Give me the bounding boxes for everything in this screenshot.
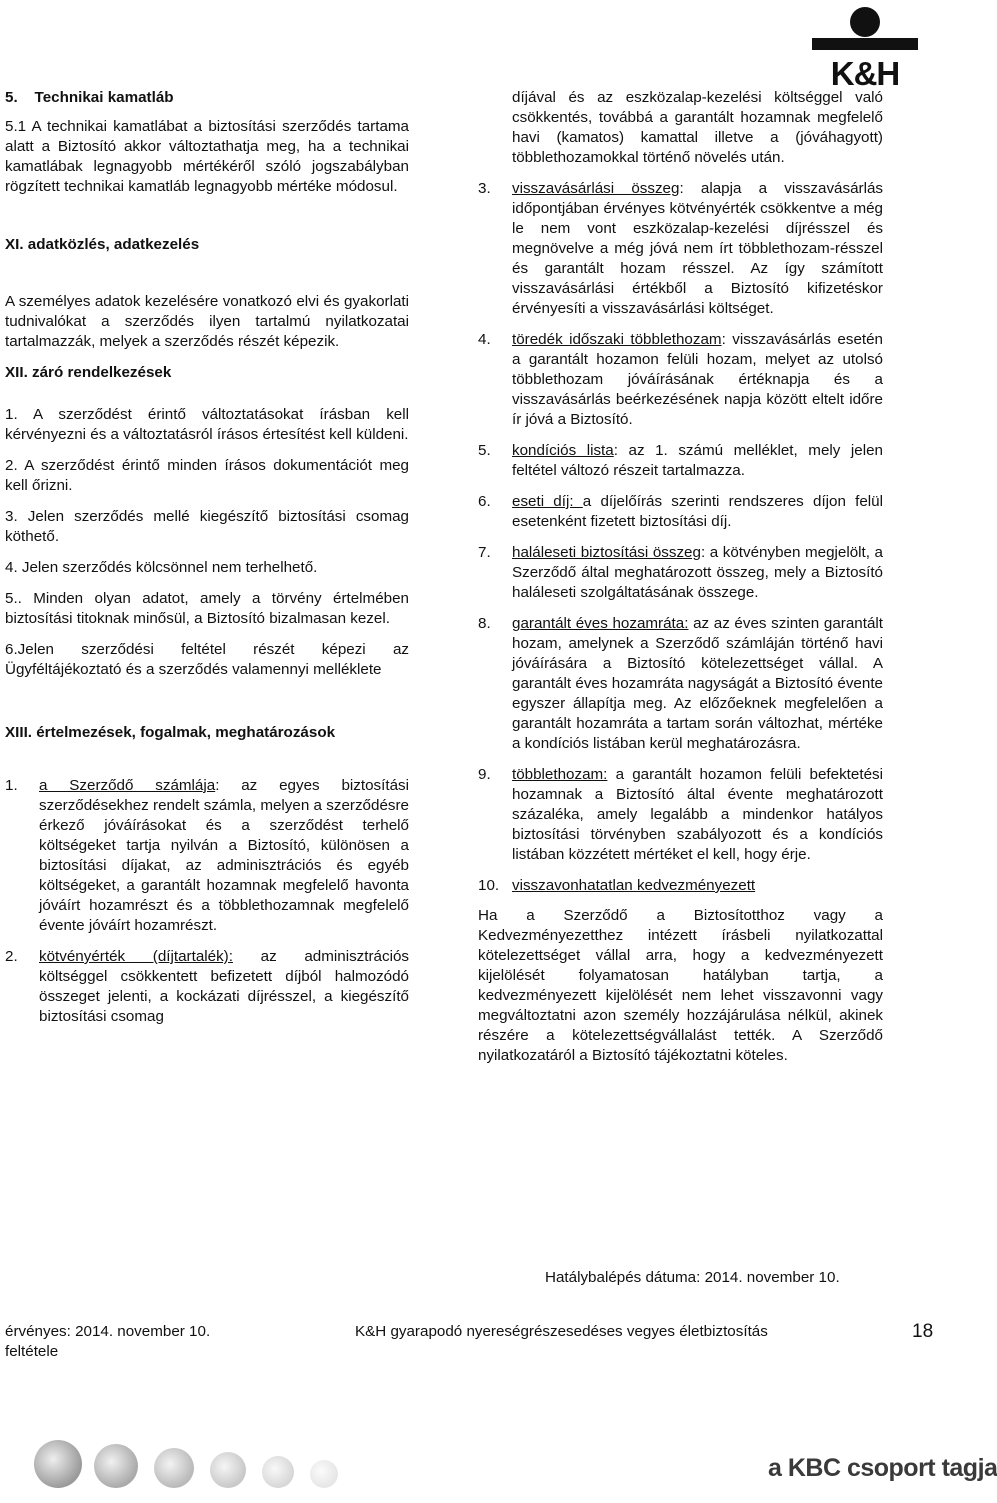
definition-8-number: 8. [478,615,491,632]
definition-1-term: a Szerződő számlája [39,777,216,794]
definition-5-term: kondíciós lista [512,442,614,459]
definition-4 [478,330,883,430]
definition-7-text: : a kötvényben megjelölt, a Szerződő által meghatározott összeg, mely a Biztosító haláleseti szolgáltatásának összege. [512,544,883,601]
definition-6-text: a díjelőírás szerinti rendszeres díjon felül esetenként fizetett biztosítási díj. [512,493,884,530]
definition-7-term: haláleseti biztosítási összeg [512,544,701,561]
right-column [478,88,883,1066]
effective-date: Hatálybalépés dátuma: 2014. november 10. [545,1269,840,1286]
definition-2-term: kötvényérték (díjtartalék): [39,948,233,965]
section-xii-item-6: 6.Jelen szerződési feltétel részét képezi az Ügyféltájékoztató és a szerződés valamennyi melléklete [5,641,409,678]
kbc-footer-strip [0,1420,997,1503]
definition-9-term: többlethozam: [512,766,608,783]
left-column [5,88,409,1027]
definition-4-text: : visszavásárlás esetén a garantált hozamon felüli hozam, melyet az utolsó többlethozam jóváírásának értéknapja és a visszavásárlás beérkezésének napja között eltelt időre ír jóvá a Biztosító. [512,331,883,428]
definition-10-text: Ha a Szerződő a Biztosítotthoz vagy a Kedvezményezetthez intézett írásbeli nyilatkozattal kötelezettséget vállal arra, hogy a kedvezményezett kijelölését folyamatosan hatályban tartja, a kedvezményezett kijelölését nem lehet visszavonni vagy megváltoztatni azon személy hozzájárulása nélkül, akinek részére a kötelezettségvállalást tették. A Szerződő nyilatkozatáról a Biztosító tájékoztatni köteles. [478,907,883,1064]
definition-1-number: 1. [5,777,18,794]
section-5-1-text: 5.1 A technikai kamatlábat a biztosítási szerződés tartama alatt a Biztosító akkor változtathatja meg, ha a technikai kamatlábak legnagyobb mértékéről szóló jogszabályban rögzített technikai kamatláb legnagyobb mértéke módosul. [5,118,409,195]
section-xii-item-5: 5.. Minden olyan adatot, amely a törvény értelmében biztosítási titoknak minősül, a Biztosító bizalmasan kezel. [5,590,409,627]
definition-8-text: az az éves szinten garantált hozam, amelynek a Szerződő számláján történő havi jóváírására a Biztosító kötelezettséget vállal. A garantált éves hozamráta nagyságát a Biztosító évente egyszer állapítja meg. Az előzőeknek megfelelően a garantált hozamráta a tartam során változhat, mértéke a kondíciós listában kerül meghatározásra. [512,615,883,752]
definition-2-text: az adminisztrációs költséggel csökkentett befizetett díjból halmozódó összeget jelenti, a kockázati díjrésszel, a kiegészítő biztosítási csomag [39,948,409,1025]
definition-7 [478,543,883,603]
section-xi-text: A személyes adatok kezelésére vonatkozó elvi és gyakorlati tudnivalókat a szerződés ilyen tartalmú nyilatkozatai tartalmazzák, melyek a szerződés részét képezik. [5,293,409,350]
kh-logo-text: K&H [830,55,900,92]
section-xii-item-1: 1. A szerződést érintő változtatásokat írásban kell kérvényezni és a változtatásról írásos értesítést kell küldeni. [5,406,409,443]
definition-6-number: 6. [478,493,491,510]
definition-3-term: visszavásárlási összeg [512,180,680,197]
section-5-heading: 5. Technikai kamatláb [5,89,174,106]
section-xii-heading: XII. záró rendelkezések [5,364,172,381]
section-xii-item-3: 3. Jelen szerződés mellé kiegészítő biztosítási csomag köthető. [5,508,409,545]
kh-logo-mark [808,4,922,60]
definition-4-number: 4. [478,331,491,348]
definition-1-text: : az egyes biztosítási szerződésekhez rendelt számla, melyen a szerződésre érkező jóváírásokat és a szerződést terhelő költségeket tartja nyilván a Biztosító, különösen a biztosítási díjakat, az adminisztrációs és egyéb költségeket, a garantált hozamnak megfelelő havonta jóváírt hozamrészt és a többlethozamnak megfelelő évente jóváírt hozamrészt. [39,777,409,934]
kbc-group-label: a KBC csoport tagja [768,1454,997,1482]
definition-5-text: : az 1. számú melléklet, mely jelen feltétel változó részeit tartalmazza. [512,442,884,479]
definition-10-number: 10. [478,877,500,894]
definition-8 [478,614,883,754]
definition-5-number: 5. [478,442,491,459]
kh-logo [808,4,922,92]
section-xiii-heading: XIII. értelmezések, fogalmak, meghatározások [5,724,336,741]
footer-product: K&H gyarapodó nyereségrészesedéses vegyes életbiztosítás [355,1323,768,1340]
definition-10-term: visszavonhatatlan kedvezményezett [512,877,756,894]
definition-10 [478,876,883,896]
section-xii-item-4: 4. Jelen szerződés kölcsönnel nem terhelhető. [5,559,318,576]
definition-2-number: 2. [5,948,18,965]
section-xi-heading: XI. adatközlés, adatkezelés [5,236,200,253]
definition-5 [478,441,883,481]
definition-8-term: garantált éves hozamráta: [512,615,689,632]
definition-6-term: eseti díj: [512,493,583,510]
definition-3-number: 3. [478,180,491,197]
definition-2 [5,947,409,1027]
decorative-circles-icon [28,1428,348,1498]
definition-3 [478,179,883,319]
definition-2-continued: díjával és az eszközalap-kezelési költséggel való csökkentés, továbbá a garantált hozamnak megfelelő havi (kamatos) kamattal illetve a (jóváhagyott) többlethozamokkal történő növelés után. [512,89,883,166]
definition-9-text: a garantált hozamon felüli befektetési hozamnak a Biztosító által évente meghatározott százaléka, amely legalább a mindenkor hatályos biztosítási törvényben szabályozott és a kondíciós listában közzétett mértéket el kell, hogy érje. [512,766,883,863]
definition-4-term: töredék időszaki többlethozam [512,331,722,348]
footer-valid: érvényes: 2014. november 10. feltétele [5,1323,211,1360]
definition-6 [478,492,883,532]
section-xii-item-2: 2. A szerződést érintő minden írásos dokumentációt meg kell őrizni. [5,457,409,494]
page-number: 18 [912,1321,934,1342]
definition-1 [5,776,409,936]
definition-9-number: 9. [478,766,491,783]
definition-3-text: : alapja a visszavásárlás időpontjában érvényes kötvényérték csökkentve a még le nem vont eszközalap-kezelési díjrésszel és megnövelve a még jóvá nem írt többlethozam-résszel és garantált hozam résszel. Az így számított visszavásárlási értékből a Biztosító kifizetéskor érvényesíti a visszavásárlási költséget. [512,180,884,317]
definition-7-number: 7. [478,544,491,561]
definition-9 [478,765,883,865]
